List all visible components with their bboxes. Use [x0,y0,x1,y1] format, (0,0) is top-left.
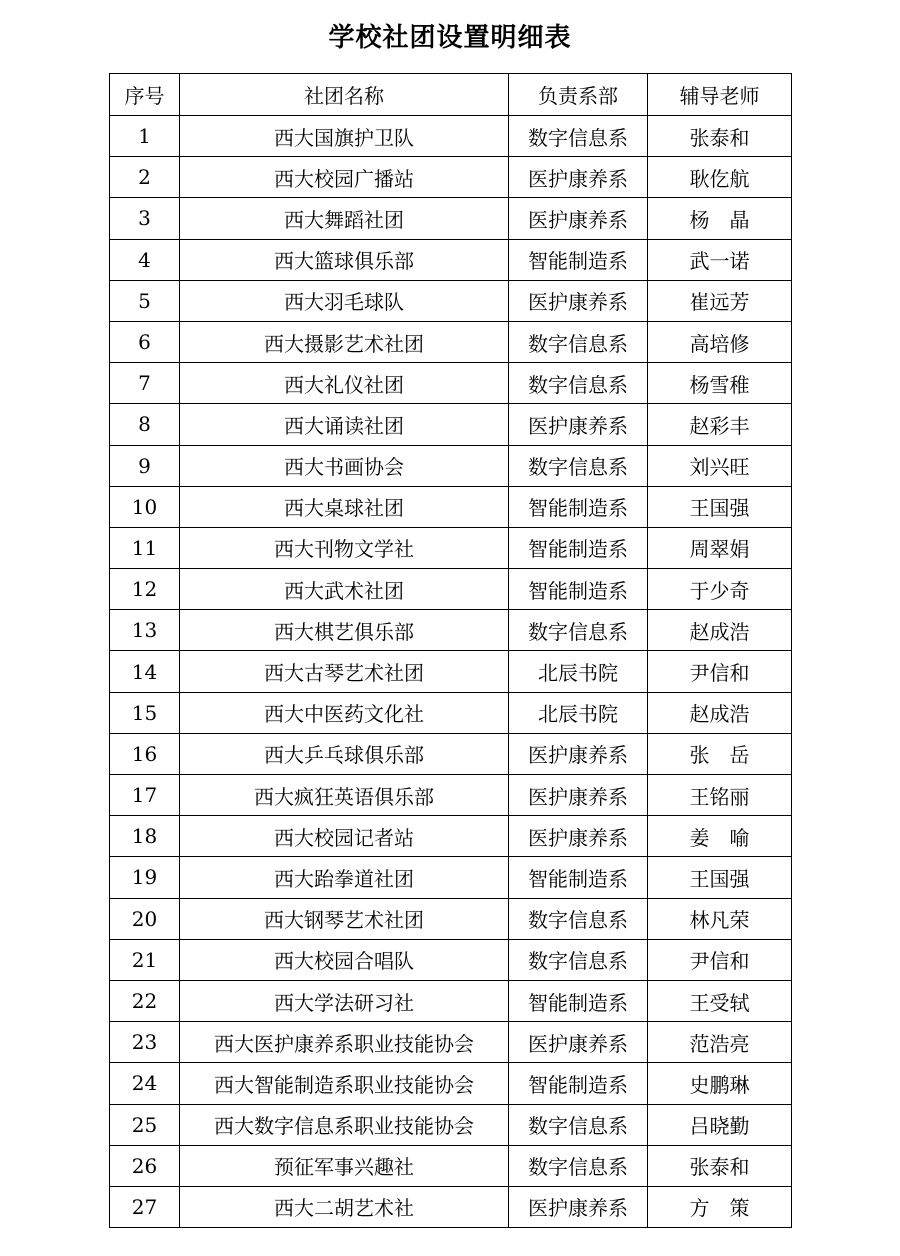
table-row [110,527,792,568]
cell-advisor: 王受轼 [648,980,792,1021]
cell-number: 26 [110,1145,180,1186]
cell-department: 数字信息系 [509,898,648,939]
cell-number: 6 [110,321,180,362]
cell-department: 智能制造系 [509,486,648,527]
table-row [110,404,792,445]
cell-department: 数字信息系 [509,363,648,404]
cell-club-name: 西大羽毛球队 [180,280,509,321]
cell-department: 医护康养系 [509,816,648,857]
cell-club-name: 西大古琴艺术社团 [180,651,509,692]
table-row [110,445,792,486]
table-row [110,116,792,157]
cell-club-name: 西大诵读社团 [180,404,509,445]
table-row [110,610,792,651]
cell-advisor: 尹信和 [648,939,792,980]
cell-number: 10 [110,486,180,527]
cell-number: 12 [110,569,180,610]
cell-club-name: 西大数字信息系职业技能协会 [180,1104,509,1145]
cell-number: 17 [110,775,180,816]
cell-club-name: 西大刊物文学社 [180,527,509,568]
cell-department: 医护康养系 [509,404,648,445]
cell-advisor: 耿仡航 [648,157,792,198]
cell-number: 7 [110,363,180,404]
cell-advisor: 杨雪稚 [648,363,792,404]
table-row [110,733,792,774]
cell-club-name: 西大乒乓球俱乐部 [180,733,509,774]
cell-number: 9 [110,445,180,486]
table-row [110,980,792,1021]
cell-club-name: 西大钢琴艺术社团 [180,898,509,939]
cell-club-name: 西大国旗护卫队 [180,116,509,157]
cell-club-name: 西大校园广播站 [180,157,509,198]
cell-number: 8 [110,404,180,445]
cell-department: 医护康养系 [509,280,648,321]
cell-number: 15 [110,692,180,733]
cell-club-name: 西大二胡艺术社 [180,1186,509,1227]
cell-advisor: 赵成浩 [648,610,792,651]
cell-department: 北辰书院 [509,692,648,733]
cell-department: 数字信息系 [509,610,648,651]
cell-department: 医护康养系 [509,157,648,198]
table-row [110,1063,792,1104]
cell-club-name: 西大中医药文化社 [180,692,509,733]
cell-advisor: 王国强 [648,857,792,898]
cell-number: 21 [110,939,180,980]
cell-club-name: 西大桌球社团 [180,486,509,527]
cell-department: 北辰书院 [509,651,648,692]
cell-number: 14 [110,651,180,692]
cell-number: 24 [110,1063,180,1104]
cell-club-name: 西大跆拳道社团 [180,857,509,898]
table-row [110,775,792,816]
cell-advisor: 赵成浩 [648,692,792,733]
cell-advisor: 尹信和 [648,651,792,692]
cell-advisor: 史鹏琳 [648,1063,792,1104]
cell-number: 2 [110,157,180,198]
club-table [109,73,792,1228]
table-row [110,157,792,198]
cell-club-name: 西大校园记者站 [180,816,509,857]
header-club-name: 社团名称 [180,74,509,116]
cell-number: 16 [110,733,180,774]
cell-department: 智能制造系 [509,980,648,1021]
table-row [110,198,792,239]
cell-club-name: 西大疯狂英语俱乐部 [180,775,509,816]
header-row [110,74,792,116]
cell-department: 数字信息系 [509,445,648,486]
cell-advisor: 林凡荣 [648,898,792,939]
cell-advisor: 张泰和 [648,1145,792,1186]
cell-club-name: 西大书画协会 [180,445,509,486]
table-row [110,280,792,321]
table-row [110,1022,792,1063]
cell-club-name: 西大武术社团 [180,569,509,610]
cell-club-name: 西大篮球俱乐部 [180,239,509,280]
cell-number: 13 [110,610,180,651]
cell-department: 智能制造系 [509,857,648,898]
cell-club-name: 西大舞蹈社团 [180,198,509,239]
cell-advisor: 范浩亮 [648,1022,792,1063]
cell-department: 智能制造系 [509,239,648,280]
cell-advisor: 周翠娟 [648,527,792,568]
table-row [110,486,792,527]
table-row [110,1104,792,1145]
cell-number: 20 [110,898,180,939]
table-header [110,74,792,116]
cell-department: 数字信息系 [509,321,648,362]
cell-club-name: 预征军事兴趣社 [180,1145,509,1186]
table-body [110,116,792,1228]
table-row [110,569,792,610]
cell-department: 数字信息系 [509,939,648,980]
cell-number: 19 [110,857,180,898]
cell-advisor: 张泰和 [648,116,792,157]
cell-department: 智能制造系 [509,527,648,568]
table-row [110,857,792,898]
cell-department: 医护康养系 [509,1022,648,1063]
cell-department: 数字信息系 [509,1104,648,1145]
cell-department: 医护康养系 [509,1186,648,1227]
cell-advisor: 姜 喻 [648,816,792,857]
table-row [110,1186,792,1227]
cell-club-name: 西大摄影艺术社团 [180,321,509,362]
table-row [110,651,792,692]
table-row [110,692,792,733]
cell-advisor: 王国强 [648,486,792,527]
cell-number: 27 [110,1186,180,1227]
cell-department: 数字信息系 [509,1145,648,1186]
cell-number: 23 [110,1022,180,1063]
header-advisor: 辅导老师 [648,74,792,116]
cell-advisor: 武一诺 [648,239,792,280]
table-row [110,1145,792,1186]
cell-advisor: 王铭丽 [648,775,792,816]
cell-advisor: 杨 晶 [648,198,792,239]
cell-number: 22 [110,980,180,1021]
cell-club-name: 西大棋艺俱乐部 [180,610,509,651]
table-row [110,363,792,404]
cell-advisor: 崔远芳 [648,280,792,321]
table-row [110,939,792,980]
cell-advisor: 高培修 [648,321,792,362]
cell-number: 1 [110,116,180,157]
header-department: 负责系部 [509,74,648,116]
cell-number: 25 [110,1104,180,1145]
cell-number: 4 [110,239,180,280]
cell-number: 11 [110,527,180,568]
table-row [110,239,792,280]
cell-advisor: 赵彩丰 [648,404,792,445]
cell-advisor: 张 岳 [648,733,792,774]
cell-advisor: 刘兴旺 [648,445,792,486]
cell-club-name: 西大智能制造系职业技能协会 [180,1063,509,1104]
page-title: 学校社团设置明细表 [328,23,572,53]
cell-department: 智能制造系 [509,1063,648,1104]
cell-club-name: 西大校园合唱队 [180,939,509,980]
table-row [110,898,792,939]
cell-advisor: 于少奇 [648,569,792,610]
cell-department: 智能制造系 [509,569,648,610]
cell-number: 3 [110,198,180,239]
cell-number: 18 [110,816,180,857]
cell-advisor: 吕晓勤 [648,1104,792,1145]
table-row [110,816,792,857]
cell-club-name: 西大学法研习社 [180,980,509,1021]
cell-advisor: 方 策 [648,1186,792,1227]
table-row [110,321,792,362]
cell-club-name: 西大礼仪社团 [180,363,509,404]
cell-department: 医护康养系 [509,198,648,239]
cell-department: 数字信息系 [509,116,648,157]
header-number: 序号 [110,74,180,116]
cell-number: 5 [110,280,180,321]
cell-department: 医护康养系 [509,775,648,816]
cell-club-name: 西大医护康养系职业技能协会 [180,1022,509,1063]
cell-department: 医护康养系 [509,733,648,774]
